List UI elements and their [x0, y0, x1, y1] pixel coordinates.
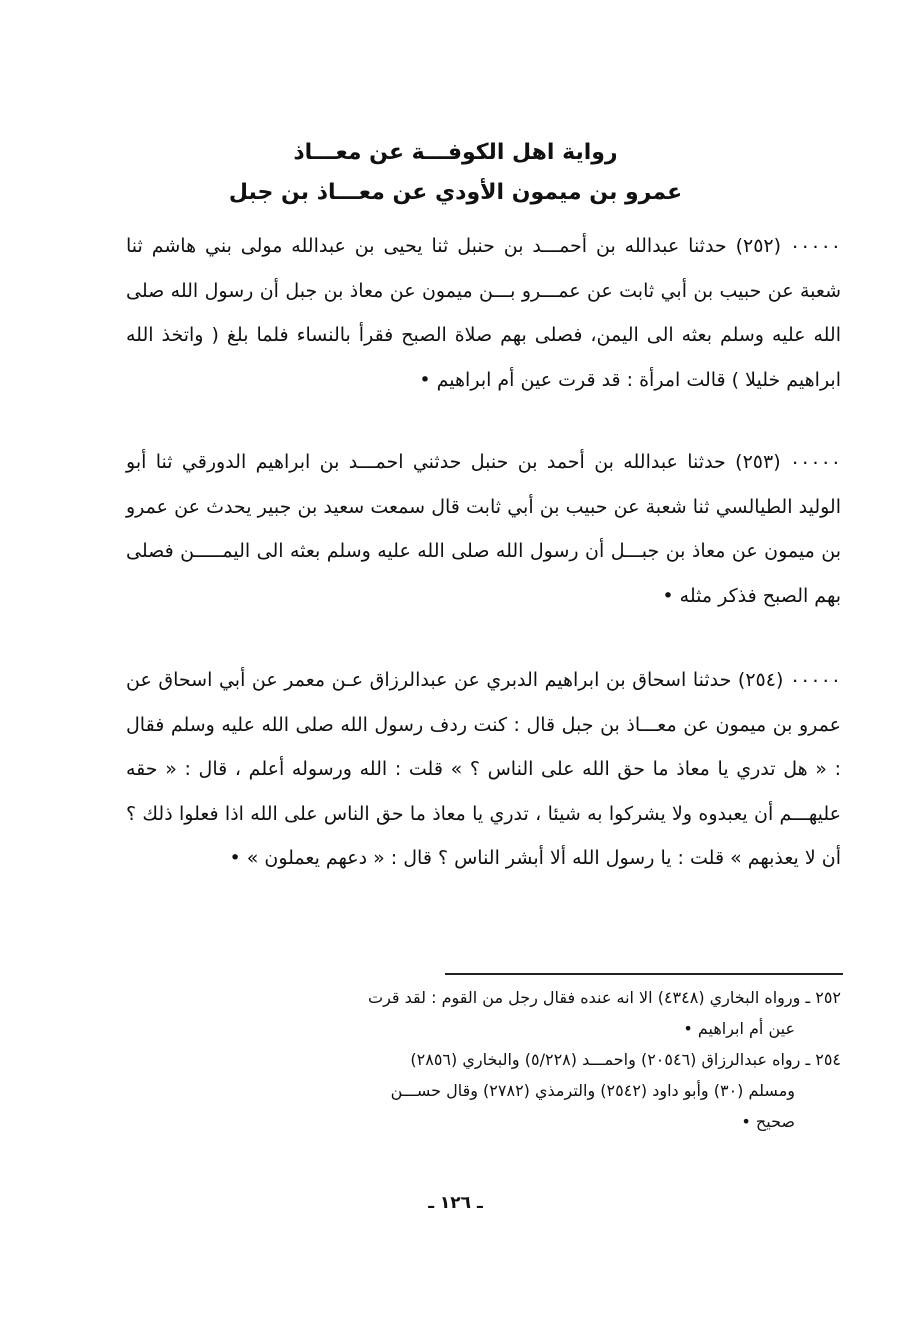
page-number: ـ ١٢٦ ـ — [428, 1193, 483, 1213]
footnote-252-continuation: عين أم ابراهيم • — [683, 1019, 795, 1038]
hadith-252 — [126, 224, 841, 402]
footnote-254-continuation: صحيح • — [741, 1112, 795, 1131]
footnote-254-continuation: ومسلم (٣٠) وأبو داود (٢٥٤٢) والترمذي (٢٧٨٢) وقال حســـن — [390, 1081, 795, 1100]
hadith-253 — [126, 440, 841, 618]
footnote-254: ٢٥٤ ـ رواه عبدالرزاق (٢٠٥٤٦) واحمـــد (٥/٢٢٨) والبخاري (٢٨٥٦) — [410, 1050, 841, 1069]
hadith-paragraph: ٠٠٠٠٠ (٢٥٣) حدثنا عبدالله بن أحمد بن حنبل حدثني احمـــد بن ابراهيم الدورقي ثنا أبو الوليد الطيالسي ثنا شعبة عن حبيب بن أبي ثابت قال سمعت سعيد بن جبير يحدث عن عمرو بن ميمون عن معاذ بن جبـــل أن رسول الله صلى الله عليه وسلم بعثه الى اليمـــــن فصلى بهم الصبح فذكر مثله • — [126, 451, 841, 607]
hadith-254 — [126, 658, 841, 881]
hadith-paragraph: ٠٠٠٠٠ (٢٥٢) حدثنا عبدالله بن أحمـــد بن حنبل ثنا يحيى بن عبدالله مولى بني هاشم ثنا شعبة عن حبيب بن أبي ثابت عن عمـــرو بـــن ميمون عن معاذ بن جبل أن رسول الله صلى الله عليه وسلم بعثه الى اليمن، فصلى بهم صلاة الصبح فقرأ بالنساء فلما بلغ ( واتخذ الله ابراهيم خليلا ) قالت امرأة : قد قرت عين أم ابراهيم • — [126, 235, 841, 391]
chapter-heading: رواية اهل الكوفـــة عن معـــاذ — [293, 140, 618, 165]
section-heading: عمرو بن ميمون الأودي عن معـــاذ بن جبل — [228, 180, 683, 205]
footnotes — [126, 982, 841, 1137]
hadith-paragraph: ٠٠٠٠٠ (٢٥٤) حدثنا اسحاق بن ابراهيم الدبري عن عبدالرزاق عـن معمر عن أبي اسحاق عن عمرو بن ميمون عن معـــاذ بن جبل قال : كنت ردف رسول الله صلى الله عليه وسلم فقال : « هل تدري يا معاذ ما حق الله على الناس ؟ » قلت : الله ورسوله أعلم ، قال : « حقه عليهـــم أن يعبدوه ولا يشركوا به شيئا ، تدري يا معاذ ما حق الناس على الله اذا فعلوا ذلك ؟ أن لا يعذبهم » قلت : يا رسول الله ألا أبشر الناس ؟ قال : « دعهم يعملون » • — [126, 669, 841, 870]
footnote-divider — [445, 973, 843, 975]
footnote-252: ٢٥٢ ـ ورواه البخاري (٤٣٤٨) الا انه عنده فقال رجل من القوم : لقد قرت — [368, 988, 841, 1007]
